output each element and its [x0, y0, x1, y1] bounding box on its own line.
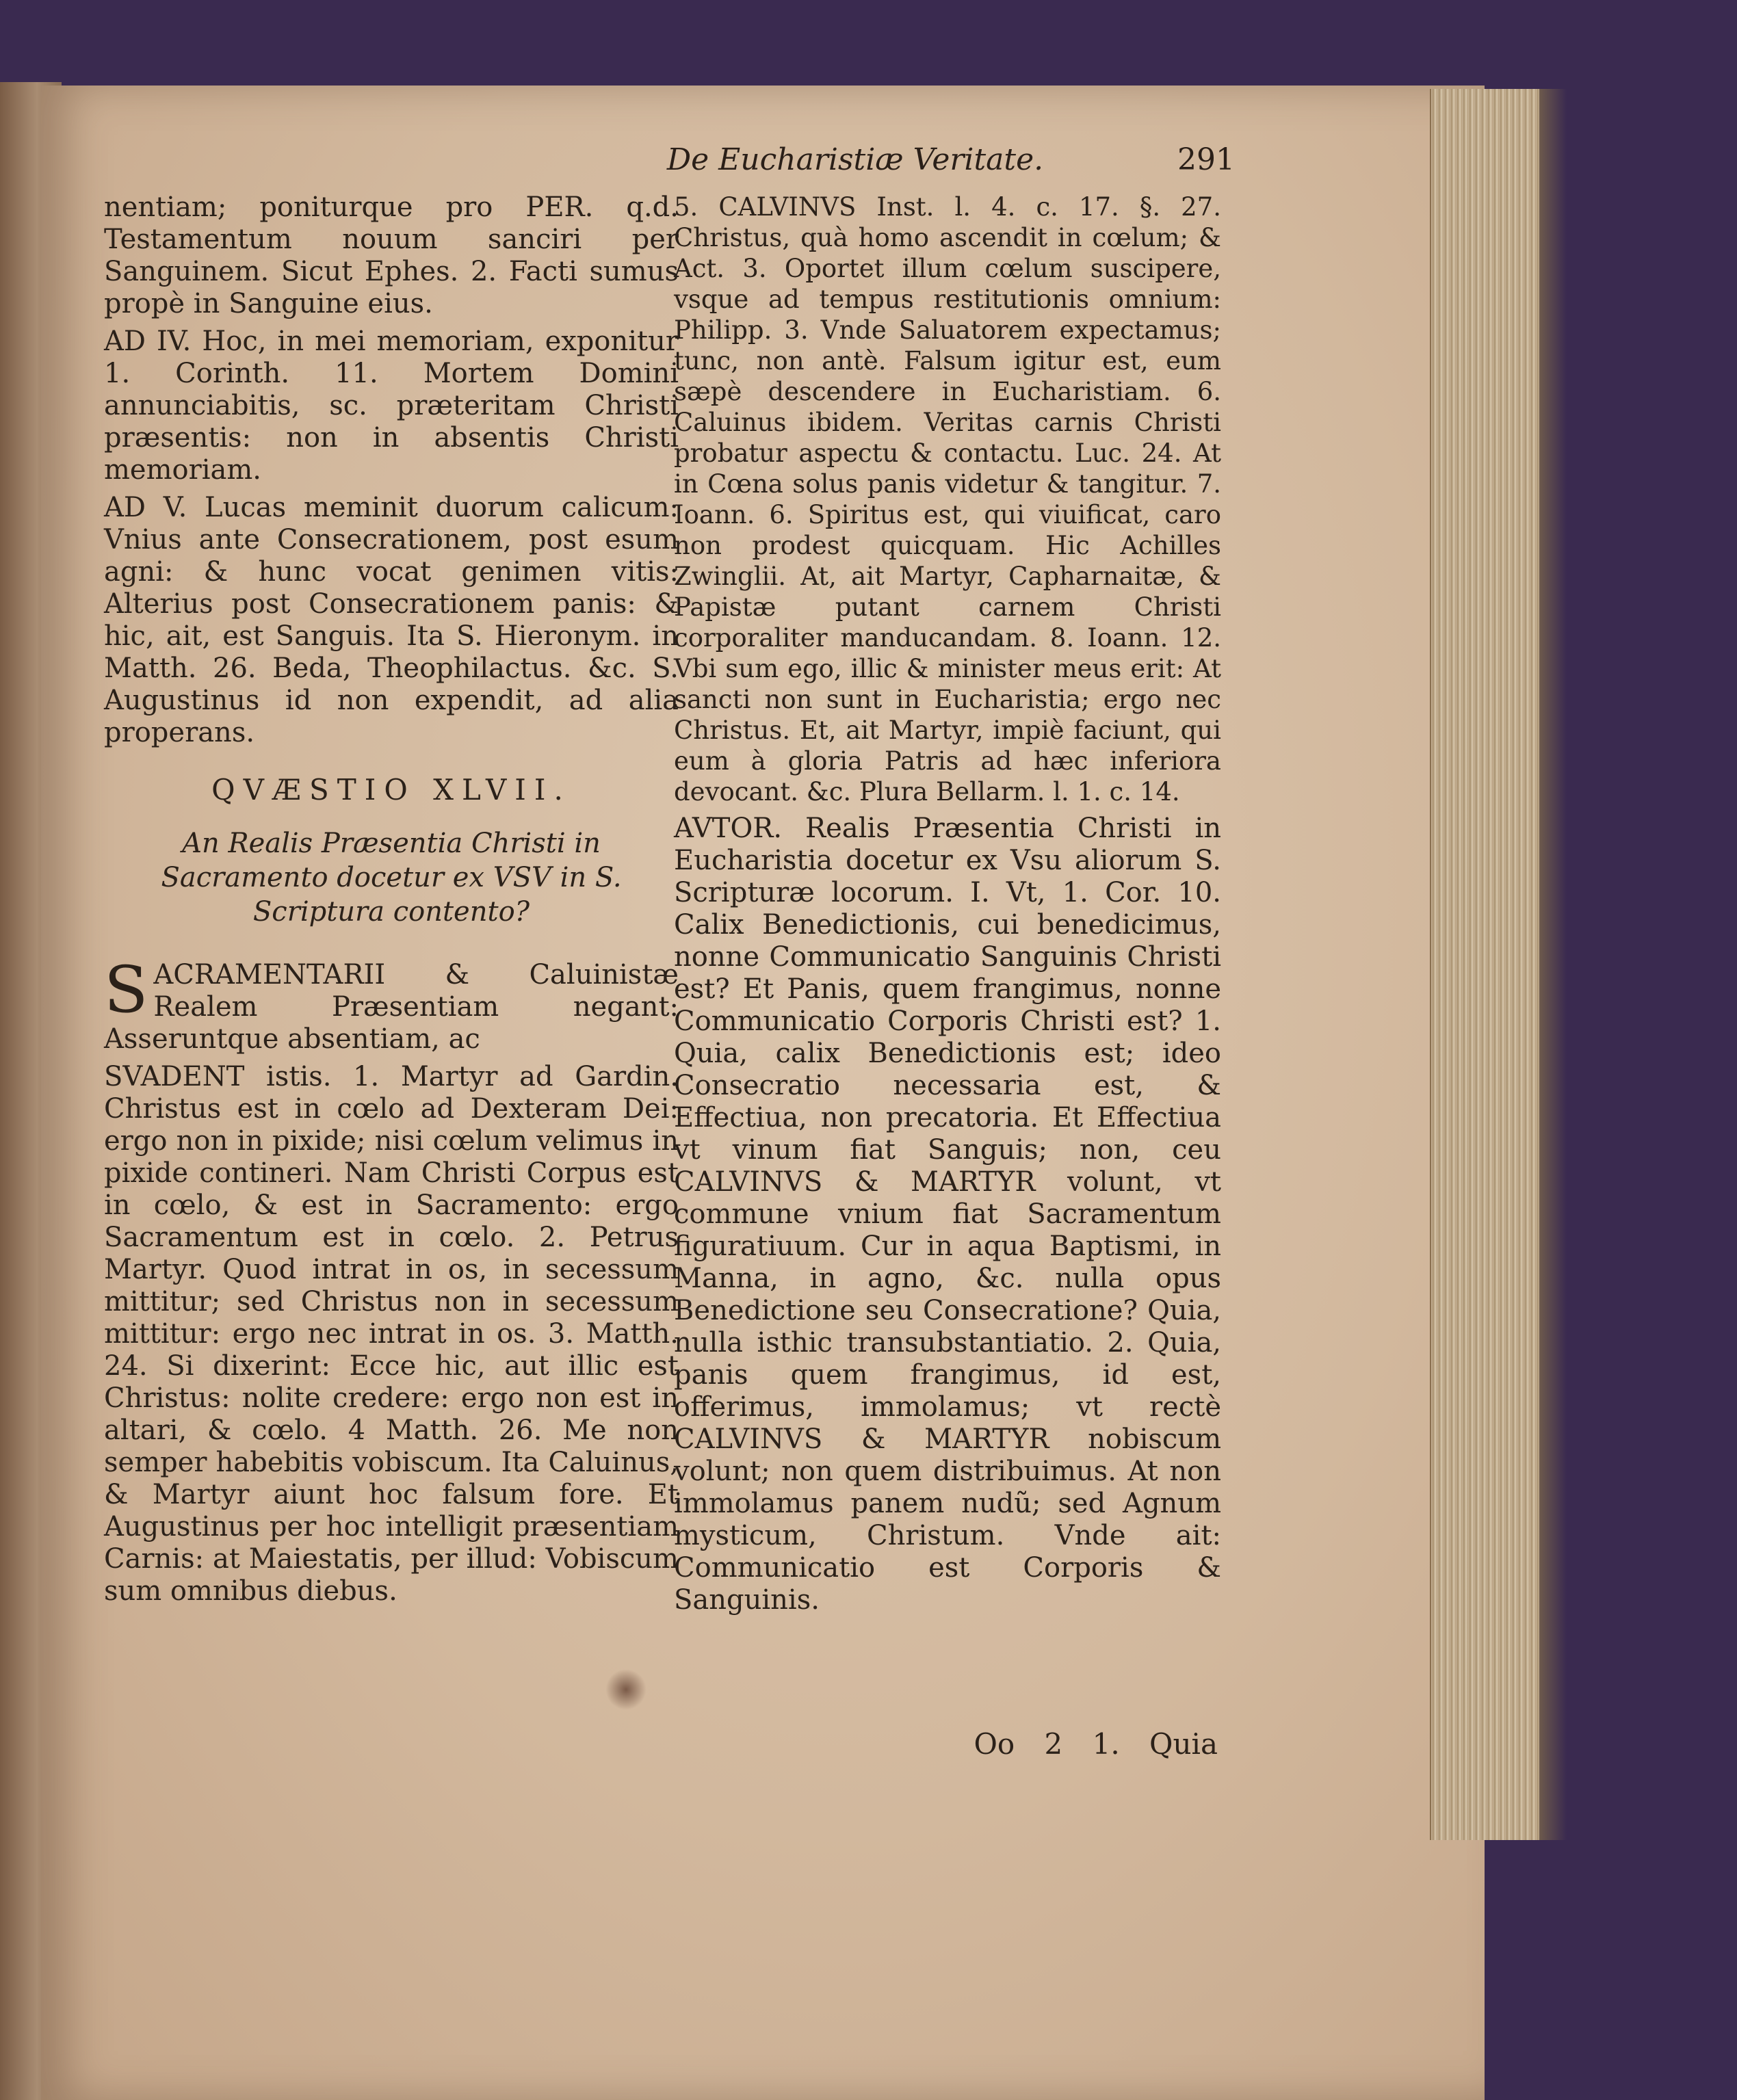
- left-paragraph-4: [104, 953, 679, 1055]
- question-heading: QVÆSTIO XLVII.: [211, 773, 571, 806]
- drop-cap: S: [104, 953, 148, 1027]
- right-column: [674, 192, 1221, 1622]
- left-paragraph-2: AD IV. Hoc, in mei memoriam, exponitur 1. Corinth. 11. Mortem Domini annunciabitis, sc. præteritam Christi præsentis: non in absentis Christi memoriam.: [104, 326, 679, 486]
- signature-catchword: Oo 2 1. Quia: [974, 1727, 1218, 1761]
- right-paragraph-2: AVTOR. Realis Præsentia Christi in Eucharistia docetur ex Vsu aliorum S. Scripturæ locorum. I. Vt, 1. Cor. 10. Calix Benedictionis, cui benedicimus, nonne Communicatio Sanguinis Christi est? Et Panis, quem frangimus, nonne Communicatio Corporis Christi est? 1. Quia, calix Benedictionis est; ideo Consecratio necessaria est, & Effectiua, non precatoria. Et Effectiua vt vinum fiat Sanguis; non, ceu CALVINVS & MARTYR volunt, vt commune vnium fiat Sacramentum figuratiuum. Cur in aqua Baptismi, in Manna, in agno, &c. nulla opus Benedictione seu Consecratione? Quia, nulla isthic transubstantiatio. 2. Quia, panis quem frangimus, id est, offerimus, immolamus; vt rectè CALVINVS & MARTYR nobiscum volunt; non quem distribuimus. At non immolamus panem nudũ; sed Agnum mysticum, Christum. Vnde ait: Communicatio est Corporis & Sanguinis.: [674, 813, 1221, 1616]
- left-column: [104, 192, 679, 1613]
- left-paragraph-5: SVADENT istis. 1. Martyr ad Gardin. Christus est in cœlo ad Dexteram Dei: ergo non in pixide; nisi cœlum velimus in pixide contineri. Nam Christi Corpus est in cœlo, & est in Sacramento: ergo Sacramentum est in cœlo. 2. Petrus Martyr. Quod intrat in os, in secessum mittitur; sed Christus non in secessum mittitur: ergo nec intrat in os. 3. Matth. 24. Si dixerint: Ecce hic, aut illic est Christus: nolite credere: ergo non est in altari, & cœlo. 4 Matth. 26. Me non semper habebitis vobiscum. Ita Caluinus, & Martyr aiunt hoc falsum fore. Et Augustinus per hoc intelligit præsentiam Carnis: at Maiestatis, per illud: Vobiscum sum omnibus diebus.: [104, 1061, 679, 1607]
- left-paragraph-3: AD V. Lucas meminit duorum calicum: Vnius ante Consecrationem, post esum agni: & hunc vocat genimen vitis: Alterius post Consecrationem panis: & hic, ait, est Sanguis. Ita S. Hieronym. in Matth. 26. Beda, Theophilactus. &c. S. Augustinus id non expendit, ad alia properans.: [104, 492, 679, 748]
- page-edges: [1430, 89, 1541, 1840]
- page-number: 291: [1177, 142, 1235, 177]
- running-title: De Eucharistiæ Veritate.: [666, 142, 1044, 177]
- left-paragraph-1: nentiam; poniturque pro PER. q.d. Testamentum nouum sanciri per Sanguinem. Sicut Ephes. 2. Facti sumus propè in Sanguine eius.: [104, 192, 679, 319]
- page-edges-shadow: [1539, 89, 1567, 1840]
- question-subtitle: An Realis Præsentia Christi in Sacramento docetur ex VSV in S. Scriptura contento?: [161, 828, 622, 928]
- left-paragraph-4-text: ACRAMENTARII & Caluinistæ Realem Præsentiam negant: Asseruntque absentiam, ac: [104, 959, 679, 1055]
- ink-stain: [605, 1669, 647, 1710]
- right-paragraph-1: 5. CALVINVS Inst. l. 4. c. 17. §. 27. Christus, quà homo ascendit in cœlum; & Act. 3. Oportet illum cœlum suscipere, vsque ad tempus restitutionis omnium: Philipp. 3. Vnde Saluatorem expectamus; tunc, non antè. Falsum igitur est, eum sæpè descendere in Eucharistiam. 6. Caluinus ibidem. Veritas carnis Christi probatur aspectu & contactu. Luc. 24. At in Cœna solus panis videtur & tangitur. 7. Ioann. 6. Spiritus est, qui viuificat, caro non prodest quicquam. Hic Achilles Zwinglii. At, ait Martyr, Capharnaitæ, & Papistæ putant carnem Christi corporaliter manducandam. 8. Ioann. 12. Vbi sum ego, illic & minister meus erit: At sancti non sunt in Eucharistia; ergo nec Christus. Et, ait Martyr, impiè faciunt, qui eum à gloria Patris ad hæc inferiora devocant. &c. Plura Bellarm. l. 1. c. 14.: [674, 192, 1221, 806]
